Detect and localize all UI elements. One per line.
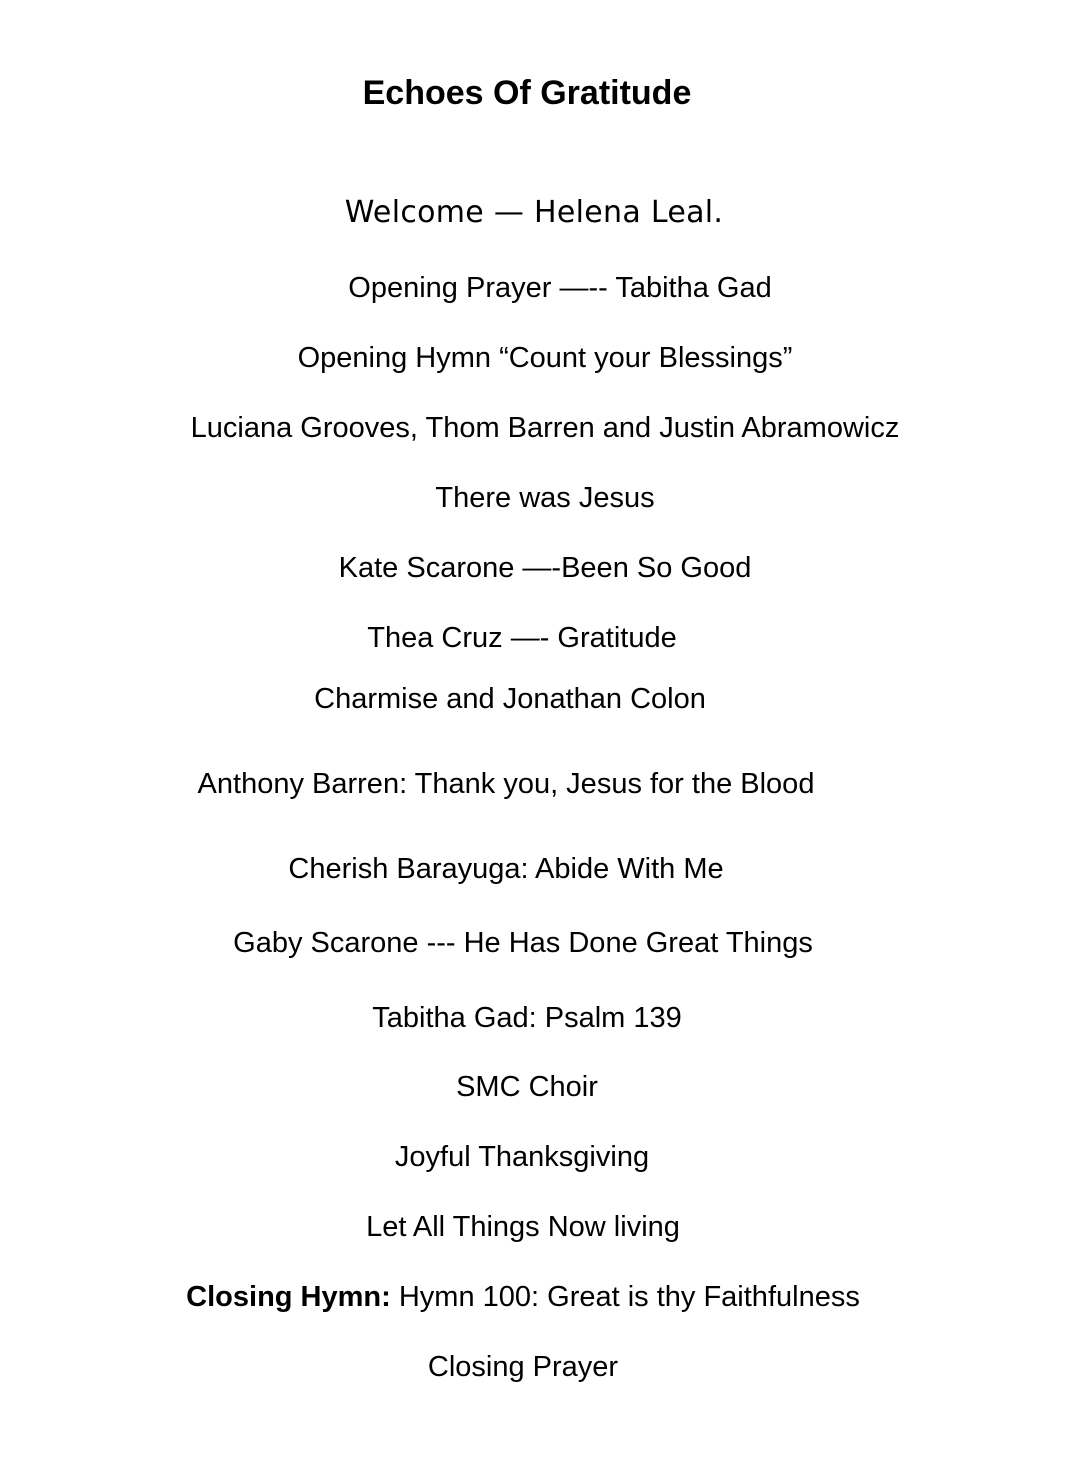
performers-group-line: Luciana Grooves, Thom Barren and Justin Abramowicz (190, 412, 900, 444)
opening-prayer-line: Opening Prayer —-- Tabitha Gad (348, 272, 772, 304)
there-was-jesus-line: There was Jesus (435, 482, 655, 514)
let-all-things-line: Let All Things Now living (366, 1211, 680, 1243)
opening-hymn-line: Opening Hymn “Count your Blessings” (297, 342, 793, 374)
tabitha-psalm-line: Tabitha Gad: Psalm 139 (372, 1002, 682, 1034)
cherish-barayuga-line: Cherish Barayuga: Abide With Me (288, 853, 724, 885)
kate-scarone-line: Kate Scarone —-Been So Good (338, 552, 752, 584)
closing-hymn-label: Closing Hymn: (186, 1281, 391, 1313)
smc-choir-line: SMC Choir (456, 1071, 598, 1103)
thea-cruz-line: Thea Cruz —- Gratitude (367, 622, 677, 654)
closing-hymn-line (186, 1283, 860, 1312)
joyful-thanksgiving-line: Joyful Thanksgiving (394, 1141, 650, 1173)
welcome-line: Welcome — Helena Leal. (344, 195, 724, 230)
gaby-scarone-line: Gaby Scarone --- He Has Done Great Things (233, 927, 813, 959)
closing-hymn-value: Hymn 100: Great is thy Faithfulness (390, 1281, 860, 1313)
charmise-jonathan-line: Charmise and Jonathan Colon (314, 683, 706, 715)
closing-prayer-line: Closing Prayer (427, 1351, 619, 1383)
page-title: Echoes Of Gratitude (362, 74, 692, 112)
anthony-barren-line: Anthony Barren: Thank you, Jesus for the Blood (197, 768, 815, 800)
